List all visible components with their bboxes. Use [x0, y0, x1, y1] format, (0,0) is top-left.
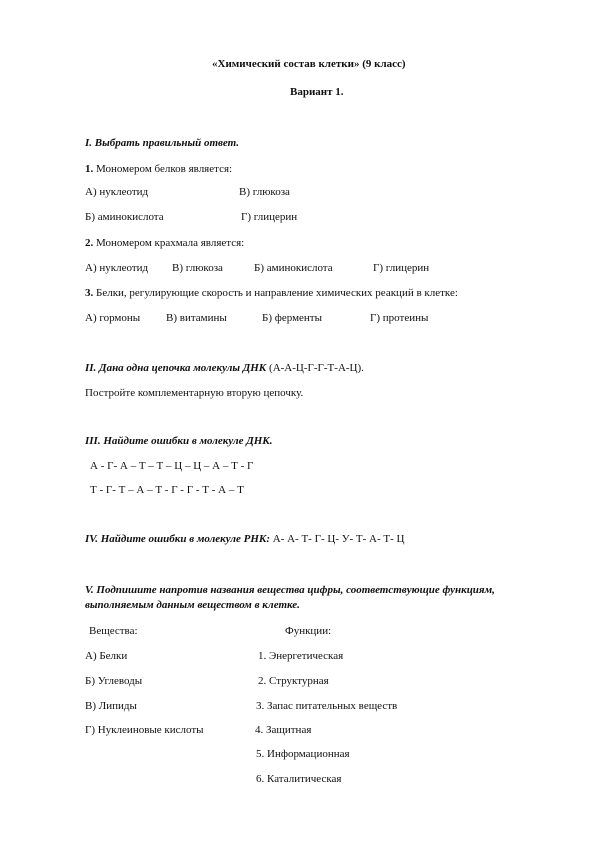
- section-5-heading-line-1: V. Подпишите напротив названия вещества цифры, соответствующие функциям,: [85, 584, 495, 596]
- function-item: 5. Информационная: [256, 748, 350, 760]
- q3-option-a: А) гормоны: [85, 312, 141, 324]
- function-item: 1. Энергетическая: [258, 650, 344, 662]
- dna-strand-2: Т - Г- Т – А – Т - Г - Г - Т - А – Т: [90, 484, 244, 496]
- q1-option-a: А) нуклеотид: [85, 186, 149, 198]
- question-1-text: Мономером белков является:: [96, 163, 233, 175]
- question-2: [85, 237, 244, 250]
- function-item: 6. Каталитическая: [256, 773, 342, 785]
- q2-option-b: В) глюкоза: [172, 262, 223, 274]
- substance-item: В) Липиды: [85, 700, 137, 712]
- title-text: «Химический состав клетки» (9 класс): [212, 58, 406, 70]
- q3-option-d: Г) протеины: [370, 312, 429, 324]
- question-2-text: Мономером крахмала является:: [96, 237, 245, 249]
- function-item: 4. Защитная: [255, 724, 312, 736]
- question-3: [85, 287, 458, 300]
- rna-chain: А- А- Т- Г- Ц- У- Т- А- Т- Ц: [272, 533, 405, 545]
- question-1: [85, 163, 232, 176]
- question-2-number: 2.: [85, 237, 94, 249]
- substance-item: Г) Нуклеиновые кислоты: [85, 724, 204, 736]
- section-2-task: Постройте комплементарную вторую цепочку.: [85, 387, 304, 399]
- variant-label: Вариант 1.: [290, 86, 344, 98]
- substances-column-header: Вещества:: [89, 625, 138, 637]
- functions-column-header: Функции:: [285, 625, 332, 637]
- dna-strand-1: А - Г- А – Т – Т – Ц – Ц – А – Т - Г: [90, 460, 254, 472]
- substance-item: А) Белки: [85, 650, 128, 662]
- section-4-line: [85, 533, 405, 546]
- section-3-heading: III. Найдите ошибки в молекуле ДНК.: [85, 435, 273, 447]
- q3-option-b: В) витамины: [166, 312, 227, 324]
- section-4-heading: IV. Найдите ошибки в молекуле РНК:: [85, 533, 270, 545]
- section-2-line: [85, 362, 364, 375]
- q2-option-d: Г) глицерин: [373, 262, 430, 274]
- q1-option-b: В) глюкоза: [239, 186, 290, 198]
- substance-item: Б) Углеводы: [85, 675, 143, 687]
- worksheet-title: [212, 58, 406, 71]
- question-1-number: 1.: [85, 163, 94, 175]
- question-3-text: Белки, регулирующие скорость и направление химических реакций в клетке:: [96, 287, 458, 299]
- function-item: 3. Запас питательных веществ: [256, 700, 398, 712]
- q1-option-c: Б) аминокислота: [85, 211, 164, 223]
- q2-option-a: А) нуклеотид: [85, 262, 149, 274]
- q2-option-c: Б) аминокислота: [254, 262, 333, 274]
- dna-chain: (А-А-Ц-Г-Г-Т-А-Ц).: [269, 362, 364, 374]
- question-3-number: 3.: [85, 287, 94, 299]
- q3-option-c: Б) ферменты: [262, 312, 323, 324]
- q1-option-d: Г) глицерин: [241, 211, 298, 223]
- function-item: 2. Структурная: [258, 675, 329, 687]
- section-5-heading-line-2: выполняемым данным веществом в клетке.: [85, 599, 300, 611]
- section-1-heading: I. Выбрать правильный ответ.: [85, 137, 240, 149]
- section-2-heading: II. Дана одна цепочка молекулы ДНК: [85, 362, 267, 374]
